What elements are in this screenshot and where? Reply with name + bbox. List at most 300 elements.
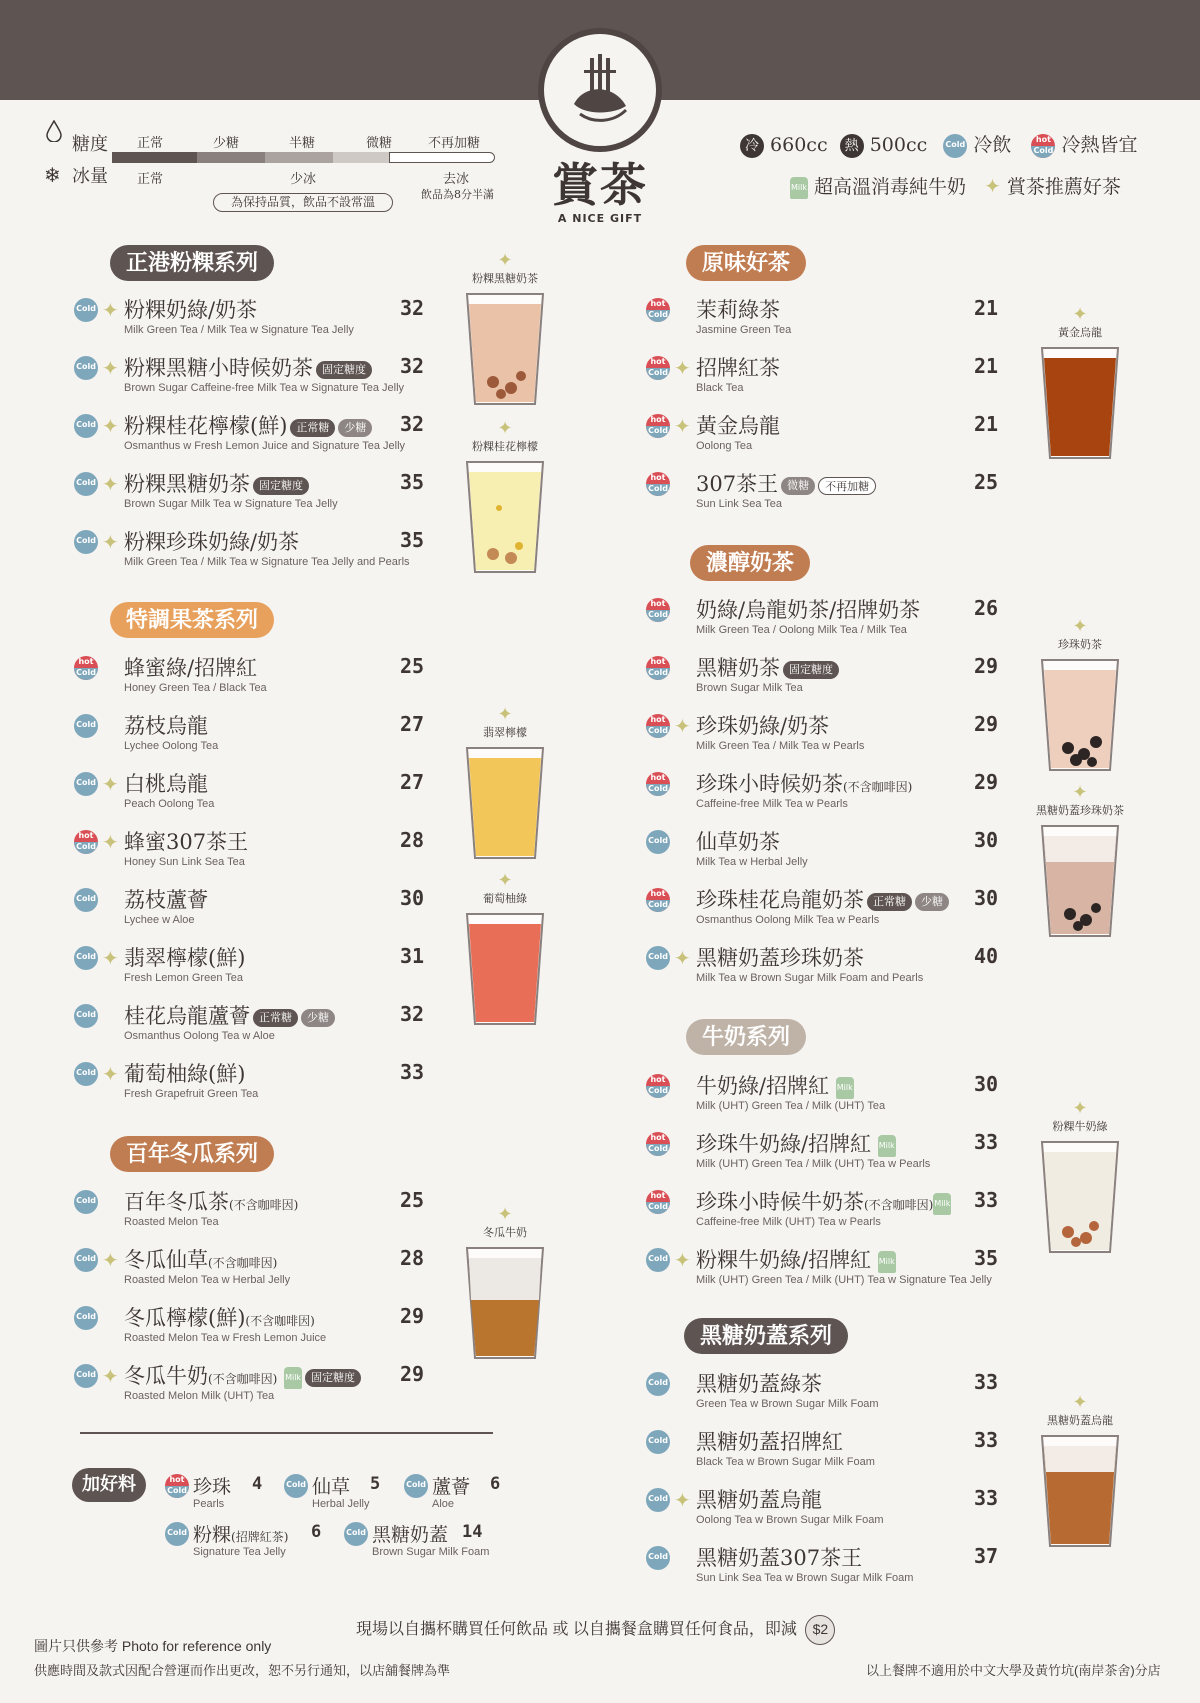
item-price: 35	[400, 470, 425, 494]
section-header-brown-sugar-foam: 黑糖奶蓋系列	[684, 1318, 848, 1354]
item-name: 黃金烏龍	[696, 414, 780, 438]
item-name	[124, 410, 372, 440]
item-name-text: 冬瓜檸檬(鮮)	[124, 1306, 246, 1330]
promo-line	[356, 1615, 835, 1645]
milk-note: 超高溫消毒純牛奶	[814, 176, 967, 198]
item-subtitle: Milk Green Tea / Milk Tea w Signature Tea Jelly	[124, 324, 354, 336]
hot-cold-icon	[646, 1190, 670, 1214]
item-name	[124, 1000, 335, 1030]
menu-item	[646, 592, 1006, 642]
cup-icon	[1038, 344, 1122, 462]
topping-subtitle: Herbal Jelly	[312, 1498, 370, 1510]
cup-icon	[463, 290, 547, 408]
item-subtitle: Jasmine Green Tea	[696, 324, 792, 336]
topping-name-text: 粉粿	[193, 1524, 232, 1546]
item-subtitle: Milk Green Tea / Milk Tea w Pearls	[696, 740, 865, 752]
cold-mark-badge: 冷	[740, 134, 764, 158]
menu-item	[646, 1424, 1006, 1474]
cup-icon	[1038, 656, 1122, 774]
recommend-star-icon: ✦	[102, 772, 119, 796]
cold-only-icon	[165, 1522, 189, 1546]
brand-name: 賞茶	[552, 158, 648, 212]
menu-item	[646, 408, 1006, 458]
section-header-classic-tea: 原味好茶	[686, 245, 806, 281]
drink-illustration-label: 葡萄柚綠	[483, 892, 527, 905]
hot-cold-icon	[646, 1074, 670, 1098]
item-price: 33	[974, 1486, 999, 1510]
service-note: 供應時間及款式因配合營運而作出更改，恕不另行通知，以店舖餐牌為準	[34, 1663, 451, 1678]
topping-item	[165, 1520, 335, 1560]
recommend-star-icon: ✦	[497, 704, 513, 725]
recommend-star-icon: ✦	[102, 472, 119, 496]
item-subtitle: Osmanthus w Fresh Lemon Juice and Signature Tea Jelly	[124, 440, 406, 452]
drink-illustration-label: 粉粿黑糖奶茶	[472, 272, 538, 285]
item-name-text: 黑糖奶茶	[696, 656, 780, 680]
menu-item	[646, 1366, 1006, 1416]
recommend-star-icon: ✦	[674, 946, 691, 970]
cold-only-icon	[646, 1546, 670, 1570]
sugar-drop-icon	[46, 120, 62, 142]
menu-item	[74, 1242, 434, 1292]
item-name: 珍珠奶綠/奶茶	[696, 714, 830, 738]
item-name: 仙草奶茶	[696, 830, 780, 854]
menu-item	[74, 998, 434, 1048]
item-name	[124, 1302, 315, 1332]
cold-only-icon	[74, 714, 98, 738]
recommend-star-icon: ✦	[102, 414, 119, 438]
item-subtitle: Sun Link Sea Tea	[696, 498, 783, 510]
recommend-star-icon: ✦	[674, 714, 691, 738]
menu-item	[74, 1358, 434, 1408]
item-name	[124, 1360, 361, 1390]
item-name: 黑糖奶蓋307茶王	[696, 1546, 863, 1570]
item-subtitle: Green Tea w Brown Sugar Milk Foam	[696, 1398, 879, 1410]
item-name-text: 百年冬瓜茶	[124, 1190, 229, 1214]
milk-icon: Milk	[836, 1077, 854, 1099]
drink-illustration-label: 黑糖奶蓋珍珠奶茶	[1036, 804, 1124, 817]
item-name-text: 粉粿黑糖奶茶	[124, 472, 250, 496]
item-price: 35	[974, 1246, 999, 1270]
item-price: 29	[974, 654, 999, 678]
toppings-divider	[80, 1432, 493, 1434]
cold-only-icon	[74, 1190, 98, 1214]
recommend-star-icon: ✦	[674, 1488, 691, 1512]
item-subtitle: Brown Sugar Caffeine-free Milk Tea w Signature Tea Jelly	[124, 382, 405, 394]
cup-icon	[463, 744, 547, 862]
recommend-star-icon: ✦	[674, 356, 691, 380]
item-subtitle: Caffeine-free Milk Tea w Pearls	[696, 798, 848, 810]
branch-note: 以上餐牌不適用於中文大學及黃竹坑(南岸茶舍)分店	[866, 1663, 1161, 1678]
item-price: 32	[400, 412, 425, 436]
recommend-star-icon: ✦	[102, 946, 119, 970]
item-name-text: 牛奶綠/招牌紅	[696, 1074, 830, 1098]
cold-only-icon	[74, 1062, 98, 1086]
menu-item	[74, 1184, 434, 1234]
item-price: 31	[400, 944, 425, 968]
item-name: 粉粿奶綠/奶茶	[124, 298, 258, 322]
item-name: 招牌紅茶	[696, 356, 780, 380]
caffeine-free-note: (不含咖啡因)	[245, 1314, 315, 1328]
cold-only-icon	[284, 1474, 308, 1498]
menu-item	[74, 882, 434, 932]
item-subtitle: Roasted Melon Tea w Herbal Jelly	[124, 1274, 291, 1286]
item-price: 32	[400, 354, 425, 378]
ice-note: 飲品為8分半滿	[421, 188, 494, 201]
sugar-level-half: 半糖	[289, 136, 316, 151]
section-header-jelly: 正港粉粿系列	[110, 245, 274, 281]
cup-icon	[1038, 1432, 1122, 1550]
item-name-text: 粉粿牛奶綠/招牌紅	[696, 1248, 872, 1272]
item-name: 蜂蜜綠/招牌紅	[124, 656, 258, 680]
scale-bar-5	[389, 152, 495, 163]
item-subtitle: Oolong Tea w Brown Sugar Milk Foam	[696, 1514, 884, 1526]
item-name: 茉莉綠茶	[696, 298, 780, 322]
cold-only-icon	[646, 946, 670, 970]
item-name: 荔枝烏龍	[124, 714, 208, 738]
recommend-star-icon: ✦	[497, 870, 513, 891]
item-price: 33	[974, 1130, 999, 1154]
topping-item	[404, 1472, 514, 1512]
item-subtitle: Oolong Tea	[696, 440, 753, 452]
item-subtitle: Milk Tea w Brown Sugar Milk Foam and Pearls	[696, 972, 924, 984]
menu-item	[646, 940, 1006, 990]
sugar-level-none: 不再加糖	[428, 136, 481, 151]
menu-item	[646, 824, 1006, 874]
drink-illustration	[455, 872, 555, 1032]
item-subtitle: Lychee Oolong Tea	[124, 740, 219, 752]
cold-only-icon	[646, 1248, 670, 1272]
sugar-level-normal: 正常	[137, 136, 164, 151]
menu-item	[74, 708, 434, 758]
cold-only-icon	[646, 1372, 670, 1396]
hot-cold-icon	[74, 830, 98, 854]
milk-icon: Milk	[933, 1193, 951, 1215]
recommend-star-icon: ✦	[102, 830, 119, 854]
cold-only-label: 冷飲	[973, 134, 1012, 156]
item-subtitle: Milk Tea w Herbal Jelly	[696, 856, 808, 868]
cup-icon	[463, 458, 547, 576]
drink-illustration-label: 黃金烏龍	[1058, 326, 1102, 339]
recommend-star-icon: ✦	[1072, 782, 1088, 803]
item-price: 35	[400, 528, 425, 552]
item-price: 32	[400, 1002, 425, 1026]
item-price: 28	[400, 1246, 425, 1270]
item-subtitle: Milk (UHT) Green Tea / Milk (UHT) Tea w Signature Tea Jelly	[696, 1274, 992, 1286]
brand-tagline: A NICE GIFT	[557, 212, 643, 225]
item-name: 葡萄柚綠(鮮)	[124, 1062, 246, 1086]
promo-discount-badge: $2	[805, 1615, 835, 1645]
menu-item	[74, 824, 434, 874]
menu-item	[646, 1068, 1006, 1118]
menu-item	[74, 1056, 434, 1106]
drink-illustration	[455, 420, 555, 580]
item-subtitle: Roasted Melon Milk (UHT) Tea	[124, 1390, 275, 1402]
topping-item	[284, 1472, 424, 1512]
item-subtitle: Brown Sugar Milk Tea w Signature Tea Jelly	[124, 498, 338, 510]
item-subtitle: Fresh Lemon Green Tea	[124, 972, 244, 984]
drink-illustration	[1030, 306, 1130, 466]
milk-icon: Milk	[878, 1251, 896, 1273]
item-price: 21	[974, 412, 999, 436]
menu-item	[74, 350, 434, 400]
milk-icon: Milk	[790, 177, 808, 199]
item-name: 黑糖奶蓋招牌紅	[696, 1430, 843, 1454]
sugar-option-badge: 微糖	[781, 477, 815, 495]
menu-item	[646, 650, 1006, 700]
item-subtitle: Sun Link Sea Tea w Brown Sugar Milk Foam	[696, 1572, 914, 1584]
hot-cold-icon	[646, 472, 670, 496]
milk-icon: Milk	[284, 1367, 302, 1389]
brand-logo	[536, 28, 664, 228]
recommend-star-icon: ✦	[102, 356, 119, 380]
menu-item	[646, 1126, 1006, 1176]
menu-item	[74, 466, 434, 516]
item-name: 翡翠檸檬(鮮)	[124, 946, 246, 970]
menu-item	[646, 1184, 1006, 1234]
item-price: 25	[400, 1188, 425, 1212]
scale-bar-3	[265, 152, 333, 163]
menu-item	[646, 766, 1006, 816]
item-name	[696, 652, 839, 682]
recommend-star-icon: ✦	[984, 174, 1001, 198]
drink-illustration-label: 黑糖奶蓋烏龍	[1047, 1414, 1113, 1427]
menu-item	[74, 524, 434, 574]
item-name	[696, 1186, 951, 1216]
item-subtitle: Fresh Grapefruit Green Tea	[124, 1088, 259, 1100]
topping-price: 6	[311, 1522, 322, 1542]
item-price: 40	[974, 944, 999, 968]
drink-illustration	[1030, 618, 1130, 778]
item-name	[696, 1244, 896, 1274]
topping-name: 黑糖奶蓋	[372, 1524, 449, 1546]
item-price: 29	[400, 1304, 425, 1328]
recommend-star-icon: ✦	[1072, 1392, 1088, 1413]
ice-snowflake-icon: ❄	[44, 163, 61, 187]
menu-item	[646, 466, 1006, 516]
item-name	[124, 1244, 277, 1274]
drink-illustration-label: 翡翠檸檬	[483, 726, 527, 739]
scale-bar-2	[197, 152, 265, 163]
drink-illustration	[1030, 1100, 1130, 1260]
cold-only-icon	[74, 530, 98, 554]
item-subtitle: Black Tea w Brown Sugar Milk Foam	[696, 1456, 875, 1468]
legend-row-2	[790, 172, 1121, 199]
fixed-sugar-badge: 固定糖度	[305, 1369, 361, 1387]
item-price: 21	[974, 354, 999, 378]
item-price: 28	[400, 828, 425, 852]
menu-item	[646, 1540, 1006, 1590]
fixed-sugar-badge: 固定糖度	[316, 361, 372, 379]
item-name	[124, 468, 309, 498]
menu-item	[74, 1300, 434, 1350]
item-price: 33	[974, 1428, 999, 1452]
milk-icon: Milk	[878, 1135, 896, 1157]
drink-illustration	[455, 252, 555, 412]
topping-name: 珍珠	[193, 1476, 232, 1498]
recommend-star-icon: ✦	[674, 1248, 691, 1272]
drink-illustration-label: 粉粿桂花檸檬	[472, 440, 538, 453]
hot-cold-icon	[646, 298, 670, 322]
cold-only-icon	[646, 1488, 670, 1512]
item-name: 黑糖奶蓋珍珠奶茶	[696, 946, 864, 970]
topping-note: (招牌紅茶)	[231, 1530, 289, 1544]
hot-cold-icon	[646, 414, 670, 438]
hot-cold-icon	[646, 714, 670, 738]
recommend-star-icon: ✦	[1072, 1098, 1088, 1119]
sugar-option-badge: 少糖	[915, 893, 949, 911]
sugar-option-badge: 少糖	[301, 1009, 335, 1027]
cold-only-icon	[74, 946, 98, 970]
item-name-text: 珍珠小時候牛奶茶	[696, 1190, 864, 1214]
menu-item	[74, 650, 434, 700]
photo-note: 圖片只供參考 Photo for reference only	[34, 1638, 272, 1654]
hot-cold-icon	[165, 1474, 189, 1498]
caffeine-free-note: (不含咖啡因)	[229, 1198, 299, 1212]
hot-cold-icon	[1031, 134, 1055, 158]
item-name-text: 珍珠桂花烏龍奶茶	[696, 888, 864, 912]
item-name: 黑糖奶蓋綠茶	[696, 1372, 822, 1396]
cold-only-icon	[646, 1430, 670, 1454]
item-subtitle: Honey Green Tea / Black Tea	[124, 682, 267, 694]
sugar-option-badge: 正常糖	[253, 1009, 298, 1027]
item-price: 25	[974, 470, 999, 494]
sugar-label: 糖度	[72, 134, 108, 155]
item-name	[696, 1070, 854, 1100]
toppings-header: 加好料	[72, 1468, 146, 1502]
item-price: 21	[974, 296, 999, 320]
item-subtitle: Peach Oolong Tea	[124, 798, 215, 810]
cup-icon	[1038, 1138, 1122, 1256]
topping-name: 蘆薈	[432, 1476, 471, 1498]
item-price: 27	[400, 712, 425, 736]
topping-price: 4	[252, 1474, 263, 1494]
cold-only-icon	[74, 1364, 98, 1388]
recommend-star-icon: ✦	[102, 530, 119, 554]
drink-illustration-label: 珍珠奶茶	[1058, 638, 1102, 651]
item-name-text: 冬瓜牛奶	[124, 1364, 208, 1388]
drink-illustration	[455, 706, 555, 866]
cold-only-icon	[74, 1004, 98, 1028]
item-name	[124, 1186, 298, 1216]
ice-level-normal: 正常	[137, 172, 164, 187]
topping-subtitle: Aloe	[432, 1498, 455, 1510]
recommend-star-icon: ✦	[1072, 304, 1088, 325]
hot-mark-badge: 熱	[840, 134, 864, 158]
topping-item	[344, 1520, 514, 1560]
section-header-fruit-tea: 特調果茶系列	[110, 602, 274, 638]
item-name-text: 珍珠牛奶綠/招牌紅	[696, 1132, 872, 1156]
cold-only-icon	[646, 830, 670, 854]
cold-only-icon	[74, 356, 98, 380]
item-subtitle: Lychee w Aloe	[124, 914, 195, 926]
section-header-fresh-milk: 牛奶系列	[686, 1019, 806, 1055]
hot-cold-icon	[646, 656, 670, 680]
item-name	[696, 1128, 896, 1158]
sugar-option-badge: 正常糖	[290, 419, 335, 437]
cold-only-icon	[74, 772, 98, 796]
cold-only-icon	[74, 414, 98, 438]
item-name: 白桃烏龍	[124, 772, 208, 796]
caffeine-free-note: (不含咖啡因)	[208, 1256, 278, 1270]
cold-only-icon	[943, 134, 967, 158]
item-price: 27	[400, 770, 425, 794]
ice-level-none: 去冰	[443, 172, 470, 187]
item-price: 29	[974, 770, 999, 794]
fixed-sugar-badge: 固定糖度	[253, 477, 309, 495]
recommend-star-icon: ✦	[102, 298, 119, 322]
cup-icon	[463, 1244, 547, 1362]
menu-item	[74, 408, 434, 458]
hot-cold-icon	[646, 888, 670, 912]
recommend-star-icon: ✦	[497, 418, 513, 439]
menu-item	[74, 766, 434, 816]
hot-cold-icon	[74, 656, 98, 680]
recommend-star-icon: ✦	[102, 1248, 119, 1272]
hot-cold-icon	[646, 598, 670, 622]
item-price: 26	[974, 596, 999, 620]
topping-name	[193, 1520, 288, 1547]
topping-subtitle: Brown Sugar Milk Foam	[372, 1546, 490, 1558]
menu-item	[646, 882, 1006, 932]
cold-only-icon	[74, 298, 98, 322]
item-name	[696, 768, 912, 798]
sugar-level-low: 微糖	[366, 136, 393, 151]
section-header-melon: 百年冬瓜系列	[110, 1136, 274, 1172]
item-price: 29	[974, 712, 999, 736]
item-name-text: 珍珠小時候奶茶	[696, 772, 843, 796]
item-name	[696, 884, 949, 914]
scale-bar-4	[333, 152, 389, 163]
item-price: 30	[974, 1072, 999, 1096]
item-name-text: 冬瓜仙草	[124, 1248, 208, 1272]
cold-only-icon	[74, 1248, 98, 1272]
cold-only-icon	[74, 1306, 98, 1330]
fixed-sugar-badge: 固定糖度	[783, 661, 839, 679]
item-name-text: 桂花烏龍蘆薈	[124, 1004, 250, 1028]
scale-bar-1	[112, 152, 197, 163]
drink-illustration	[1030, 1394, 1130, 1554]
legend-row-1	[740, 130, 1137, 158]
item-price: 33	[400, 1060, 425, 1084]
caffeine-free-note: (不含咖啡因)	[864, 1198, 934, 1212]
item-name	[696, 468, 876, 498]
item-name-text: 307茶王	[696, 472, 779, 496]
sugar-option-badge: 正常糖	[867, 893, 912, 911]
drink-illustration	[455, 1206, 555, 1366]
drink-illustration	[1030, 784, 1130, 944]
cup-icon	[463, 910, 547, 1028]
item-price: 32	[400, 296, 425, 320]
recommend-star-icon: ✦	[674, 414, 691, 438]
item-price: 33	[974, 1370, 999, 1394]
ice-label: 冰量	[72, 166, 108, 187]
cold-only-icon	[74, 888, 98, 912]
promo-text: 現場以自攜杯購買任何飲品 或 以自攜餐盒購買任何食品，即減	[356, 1621, 797, 1638]
item-subtitle: Osmanthus Oolong Tea w Aloe	[124, 1030, 275, 1042]
menu-item	[646, 1242, 1006, 1292]
item-price: 30	[974, 886, 999, 910]
hot-cold-icon	[646, 772, 670, 796]
menu-item	[646, 350, 1006, 400]
caffeine-free-note: (不含咖啡因)	[208, 1372, 278, 1386]
section-header-milk-tea: 濃醇奶茶	[690, 545, 810, 581]
cold-only-icon	[74, 472, 98, 496]
item-price: 33	[974, 1188, 999, 1212]
menu-item	[74, 940, 434, 990]
item-name: 荔枝蘆薈	[124, 888, 208, 912]
hot-cold-icon	[646, 356, 670, 380]
item-price: 25	[400, 654, 425, 678]
